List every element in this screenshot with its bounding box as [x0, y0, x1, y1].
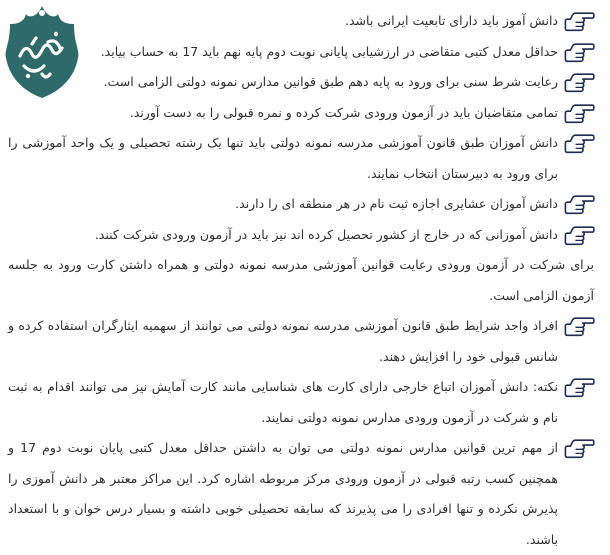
- list-item: [8, 311, 594, 372]
- list-item: [8, 128, 594, 189]
- requirements-list: [8, 6, 594, 555]
- list-item: [8, 250, 594, 311]
- list-item-text: دانش آموزانی که در خارج از کشور تحصیل کرده اند نیز باید در آزمون ورودی شرکت کنند.: [94, 226, 558, 242]
- list-item-text: افراد واجد شرایط طبق قانون آموزشی مدرسه نمونه دولتی می توانند از سهمیه ایثارگران استفاده کرده و شانس قبولی خود را افزایش دهند.: [8, 318, 558, 364]
- list-item-text: نکته: دانش آموزان اتباع خارجی دارای کارت های شناسایی مانند کارت آمایش نیز می توانند اقدام به ثبت نام و شرکت در آزمون ورودی مدارس نمونه دولتی نمایند.: [8, 379, 558, 425]
- list-item-text: از مهم ترین قوانین مدارس نمونه دولتی می توان به داشتن حداقل معدل کتبی پایان نوبت دوم 17 و همچنین کسب رتبه قبولی در آزمون ورودی مرکز مربوطه اشاره کرد. این مراکز معتبر هر دانش آموزی را پذیرش نکرده و تنها افرادی را می پذیرند که سابقه تحصیلی خوبی داشته و بسیار درس خوان و با استعداد باشند.: [8, 440, 558, 547]
- pointing-hand-icon: [564, 315, 594, 337]
- list-item: [8, 189, 594, 220]
- list-item-text: حداقل معدل کتبی متقاضی در ارزشیابی پایانی نوبت دوم پایه نهم باید 17 به حساب بیاید.: [100, 43, 558, 59]
- pointing-hand-icon: [564, 224, 594, 246]
- list-item: [8, 67, 594, 98]
- list-item: [8, 98, 594, 129]
- list-item-text: برای شرکت در آزمون ورودی رعایت قوانین آموزشی مدرسه نمونه دولتی و همراه داشتن کارت ورود به جلسه آزمون الزامی است.: [8, 257, 594, 303]
- pointing-hand-icon: [564, 193, 594, 215]
- pointing-hand-icon: [564, 102, 594, 124]
- pointing-hand-icon: [564, 132, 594, 154]
- list-item-text: رعایت شرط سنی برای ورود به پایه دهم طبق قوانین مدارس نمونه دولتی الزامی است.: [103, 74, 558, 89]
- list-item-text: دانش آموز باید دارای تابعیت ایرانی باشد.: [345, 13, 558, 28]
- list-item: [8, 6, 594, 37]
- pointing-hand-icon: [564, 437, 594, 459]
- pointing-hand-icon: [564, 71, 594, 93]
- list-item-text: تمامی متقاضیان باید در آزمون ورودی شرکت کرده و نمره قبولی را به دست آورند.: [129, 104, 558, 120]
- list-item: [8, 372, 594, 433]
- pointing-hand-icon: [564, 10, 594, 32]
- list-item: [8, 220, 594, 251]
- pointing-hand-icon: [564, 41, 594, 63]
- list-item: [8, 433, 594, 555]
- list-item-text: دانش آموزان طبق قانون آموزشی مدرسه نمونه دولتی باید تنها یک رشته تحصیلی و یک واحد آموزشی را برای ورود به دبیرستان انتخاب نمایند.: [8, 135, 558, 181]
- list-item-text: دانش آموزان عشایری اجازه ثبت نام در هر منطقه ای را دارند.: [235, 196, 558, 211]
- pointing-hand-icon: [564, 376, 594, 398]
- list-item: [8, 37, 594, 68]
